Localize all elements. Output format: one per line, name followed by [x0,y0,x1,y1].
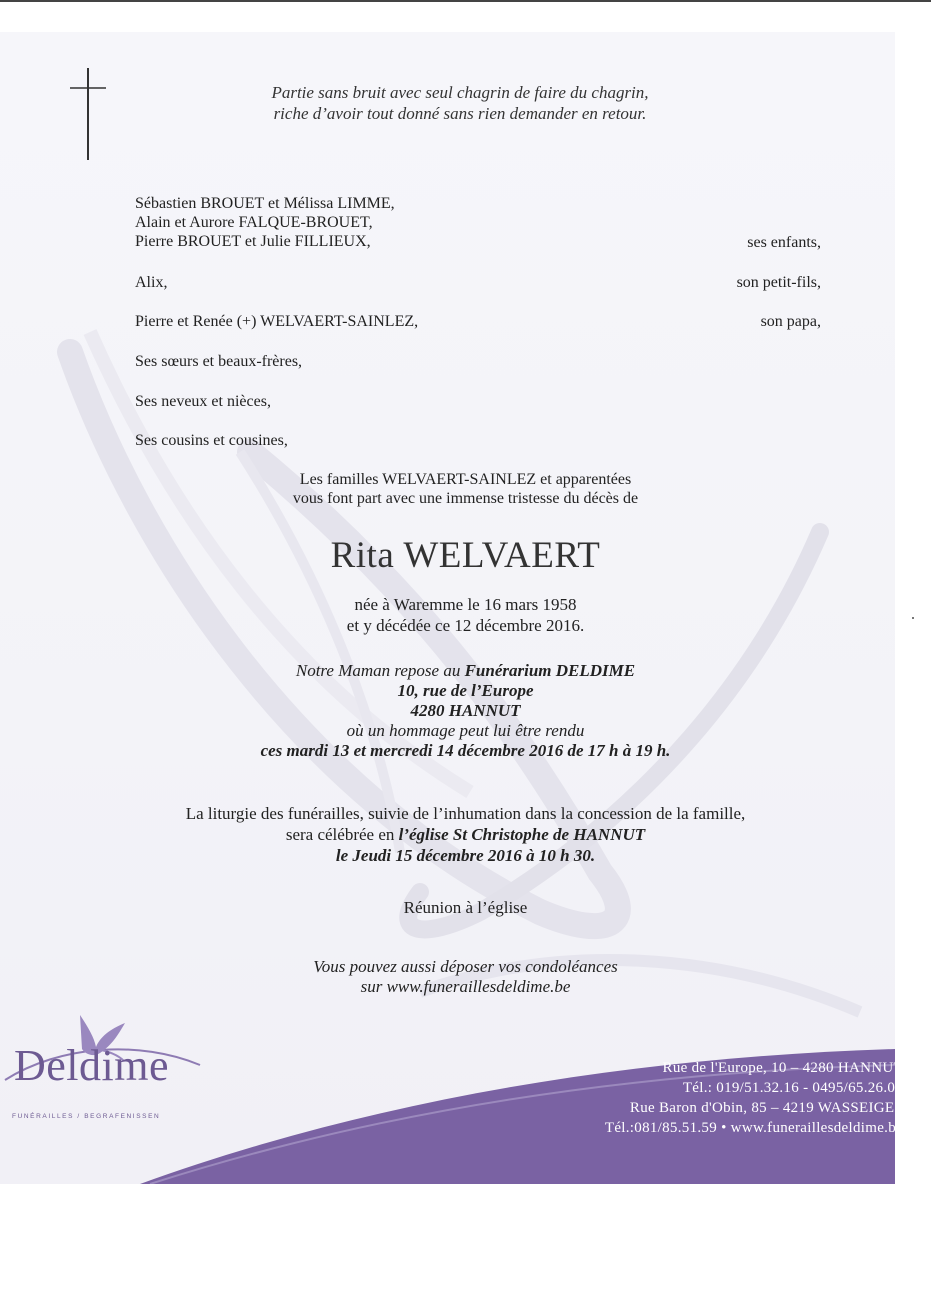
footer-address-1: Rue de l'Europe, 10 – 4280 HANNUT [662,1060,903,1076]
cousins: Ses cousins et cousines, [135,432,288,449]
footer-phone-web: Tél.:081/85.51.59 • www.funeraillesdeldime.be [604,1120,903,1136]
birth-death [0,594,931,636]
child-1: Sébastien BROUET et Mélissa LIMME, [135,195,395,212]
repose-city-text: 4280 HANNUT [410,701,521,720]
liturgy-date [0,845,931,866]
epigraph [200,82,720,124]
father-role: son papa, [760,313,821,330]
repose-info [0,661,931,761]
child-2: Alain et Aurore FALQUE-BROUET, [135,214,373,231]
grandson-name: Alix, [135,274,168,291]
nephews: Ses neveux et nièces, [135,393,271,410]
footer-contact [605,1058,903,1138]
condolences-line-1: Vous pouvez aussi déposer vos condoléances [313,957,618,976]
children-role: ses enfants, [747,234,821,251]
repose-place: Funérarium DELDIME [464,661,636,680]
footer-phone-1: Tél.: 019/51.32.16 - 0495/65.26.03 [682,1080,903,1096]
siblings: Ses sœurs et beaux-frères, [135,353,303,370]
reunion: Réunion à l’église [403,898,528,917]
father-name: Pierre et Renée (+) WELVAERT-SAINLEZ, [135,313,419,330]
logo-tagline: FUNÉRAILLES / BEGRAFENISSEN [12,1113,161,1120]
announcement-line-1: Les familles WELVAERT-SAINLEZ et apparentées [299,471,632,488]
announcement [0,470,931,508]
children-names [135,194,395,251]
liturgy-line-1: La liturgie des funérailles, suivie de l’inhumation dans la concession de la famille, [185,804,746,823]
cross-icon [70,68,110,163]
repose-intro: Notre Maman repose au [295,661,465,680]
repose-street-text: 10, rue de l’Europe [397,681,534,700]
epigraph-line-1: Partie sans bruit avec seul chagrin de faire du chagrin, [271,83,649,102]
repose-dates-text: ces mardi 13 et mercredi 14 décembre 2016 de 17 h à 19 h. [260,741,671,760]
death-line: et y décédée ce 12 décembre 2016. [346,616,585,635]
birth-line: née à Waremme le 16 mars 1958 [354,595,577,614]
repose-tribute: où un hommage peut lui être rendu [346,721,585,740]
grandson-role: son petit-fils, [736,274,821,291]
footer-address-2: Rue Baron d'Obin, 85 – 4219 WASSEIGES [629,1100,903,1116]
child-3: Pierre BROUET et Julie FILLIEUX, [135,233,371,250]
repose-dates [0,741,931,761]
liturgy-date-text: le Jeudi 15 décembre 2016 à 10 h 30. [335,846,596,865]
scan-edge-line [0,0,931,2]
liturgy-line-2 [0,824,931,845]
scan-speck [912,617,914,619]
liturgy-church: l’église St Christophe de HANNUT [398,825,646,844]
condolences [0,957,931,997]
deceased-name: Rita WELVAERT [330,535,601,576]
repose-city [0,701,931,721]
liturgy-info [0,803,931,866]
repose-intro-line [0,661,931,681]
epigraph-line-2: riche d’avoir tout donné sans rien demander en retour. [273,104,647,123]
logo-wordmark: Deldime [14,1041,170,1090]
repose-street [0,681,931,701]
liturgy-intro: sera célébrée en [285,825,399,844]
condolences-line-2: sur www.funeraillesdeldime.be [360,977,571,996]
announcement-line-2: vous font part avec une immense tristesse du décès de [292,490,639,507]
